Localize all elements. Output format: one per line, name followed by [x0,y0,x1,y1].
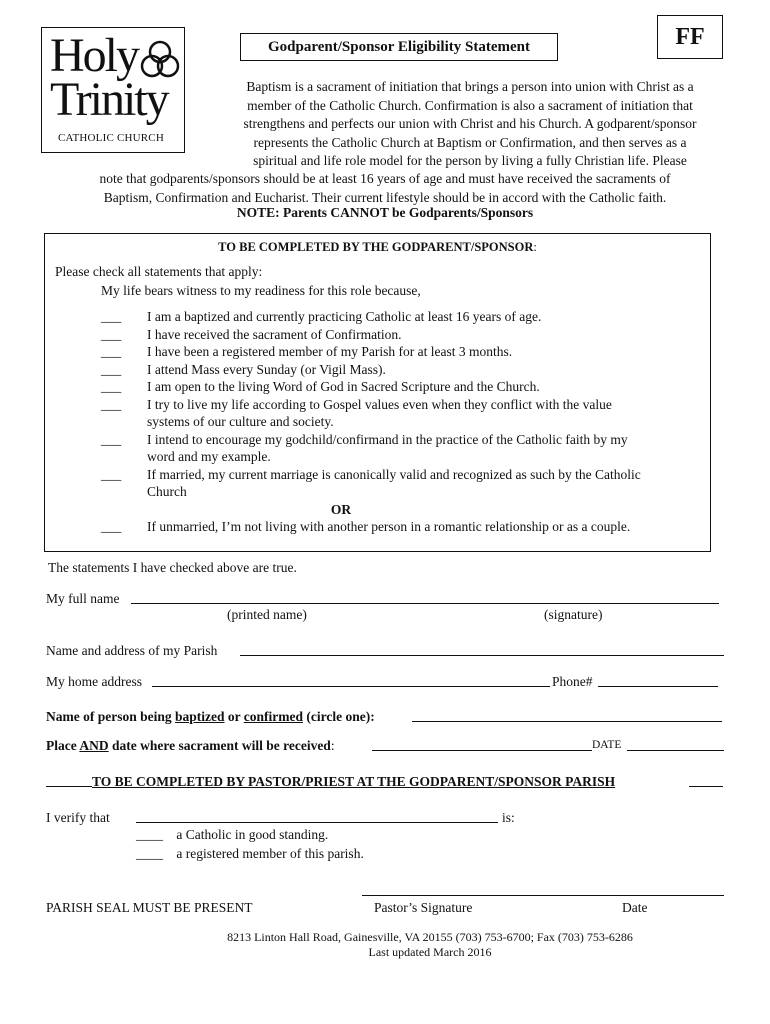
check-instruction: Please check all statements that apply: [55,264,263,279]
parish-label: Name and address of my Parish [46,643,218,658]
statement-checkbox[interactable]: ___ [101,344,122,359]
registered-member-checkbox[interactable]: ____ [136,846,163,861]
statement-item [101,308,701,326]
statement-item [101,378,701,396]
logo-subtitle: CATHOLIC CHURCH [58,132,164,144]
statement-text: I intend to encourage my godchild/confirmand in the practice of the Catholic faith by my [147,431,628,447]
intro-line: Baptism, Confirmation and Eucharist. Their current lifestyle should be in accord with the Catholic faith. [103,189,667,205]
heading-rule-left [46,786,92,787]
intro-paragraph-bottom [20,170,750,207]
lead-in-text: My life bears witness to my readiness for this role because, [101,283,421,298]
place-line[interactable] [372,750,592,751]
statement-checkbox[interactable]: ___ [101,396,122,412]
pastor-signature-line[interactable] [362,895,724,896]
statement-checkbox[interactable]: ___ [101,361,122,377]
footer-address: 8213 Linton Hall Road, Gainesville, VA 20155 (703) 753-6700; Fax (703) 753-6286 [227,930,633,944]
good-standing-text: a Catholic in good standing. [176,827,329,842]
registered-member-text: a registered member of this parish. [176,846,364,861]
statement-item [101,431,701,466]
intro-line: note that godparents/sponsors should be at least 16 years of age and must have received the sacraments of [99,171,671,186]
statement-item [101,326,701,344]
parish-seal-notice: PARISH SEAL MUST BE PRESENT [46,900,253,915]
intro-line: strengthens and perfects our union with Christ and his Church. A godparent/sponsor [243,116,697,131]
phone-line[interactable] [598,686,718,687]
footer [0,930,770,960]
intro-line: represents the Catholic Church at Baptism or Confirmation, and then serves as a [253,134,687,150]
sponsor-section [44,233,711,552]
full-name-label: My full name [46,591,120,606]
statements-true-text: The statements I have checked above are true. [48,560,297,575]
good-standing-option [136,826,328,844]
heading-rule-right [689,786,723,787]
sponsor-section-heading: TO BE COMPLETED BY THE GODPARENT/SPONSOR: [218,240,537,254]
statement-checkbox[interactable]: ___ [101,379,122,394]
pastor-signature-caption: Pastor’s Signature [374,900,473,915]
statement-checkbox[interactable]: ___ [101,519,122,534]
is-label: is: [502,810,515,825]
statement-text: I am a baptized and currently practicing Catholic at least 16 years of age. [147,309,542,324]
statement-checkbox[interactable]: ___ [101,466,122,482]
logo-word-trinity: Trinity [50,73,168,126]
home-address-line[interactable] [152,686,550,687]
statement-item [101,361,701,379]
statement-text: I attend Mass every Sunday (or Vigil Mass). [147,361,386,377]
statement-item [101,343,701,361]
place-label: Place AND date where sacrament will be received: [46,738,335,753]
printed-name-caption: (printed name) [227,607,307,622]
intro-line: spiritual and life role model for the person by living a fully Christian life. Please [253,153,687,168]
signature-caption: (signature) [544,607,603,622]
baptized-option[interactable]: baptized [175,709,225,724]
statement-text: Church [147,484,187,499]
person-line[interactable] [412,721,722,722]
logo-word-holy: Holy [50,29,138,82]
or-separator: OR [330,501,352,517]
form-title: Godparent/Sponsor Eligibility Statement [240,33,558,61]
person-label: Name of person being baptized or confirmed (circle one): [46,709,375,724]
date-line[interactable] [627,750,724,751]
statement-text: I have received the sacrament of Confirmation. [147,326,402,342]
pastor-date-caption: Date [622,900,648,915]
intro-line: member of the Catholic Church. Confirmation is also a sacrament of initiation that [247,97,693,113]
statement-item [101,466,701,501]
pastor-section-heading: TO BE COMPLETED BY PASTOR/PRIEST AT THE GODPARENT/SPONSOR PARISH [92,774,616,789]
phone-label: Phone# [552,674,593,689]
statement-text: systems of our culture and society. [147,414,334,429]
statement-text: I have been a registered member of my Parish for at least 3 months. [147,344,513,359]
church-logo [41,27,185,153]
good-standing-checkbox[interactable]: ____ [136,827,163,842]
registered-member-option [136,845,364,863]
footer-updated: Last updated March 2016 [368,945,492,959]
statement-checkbox[interactable]: ___ [101,431,122,447]
full-name-line[interactable] [131,603,719,604]
parents-note: NOTE: Parents CANNOT be Godparents/Sponsors [236,205,534,220]
intro-paragraph-top [200,78,740,171]
verify-label: I verify that [46,810,110,825]
parish-line[interactable] [240,655,724,656]
statement-item [101,396,701,431]
date-label: DATE [592,739,622,751]
statement-checkbox[interactable]: ___ [101,309,122,324]
statement-checkbox[interactable]: ___ [101,326,122,342]
statement-text: I am open to the living Word of God in Sacred Scripture and the Church. [147,379,540,394]
form-code-badge: FF [657,15,723,59]
statement-text: word and my example. [147,449,271,464]
statement-text: If unmarried, I’m not living with another person in a romantic relationship or as a couple. [147,519,631,534]
statement-text: If married, my current marriage is canonically valid and recognized as such by the Catholic [147,466,641,482]
statement-list [101,308,701,536]
statement-text: I try to live my life according to Gospel values even when they conflict with the value [147,396,612,412]
statement-item [101,518,701,536]
intro-line: Baptism is a sacrament of initiation that brings a person into union with Christ as a [246,79,694,94]
confirmed-option[interactable]: confirmed [243,709,303,724]
home-address-label: My home address [46,674,142,689]
verify-name-line[interactable] [136,822,498,823]
